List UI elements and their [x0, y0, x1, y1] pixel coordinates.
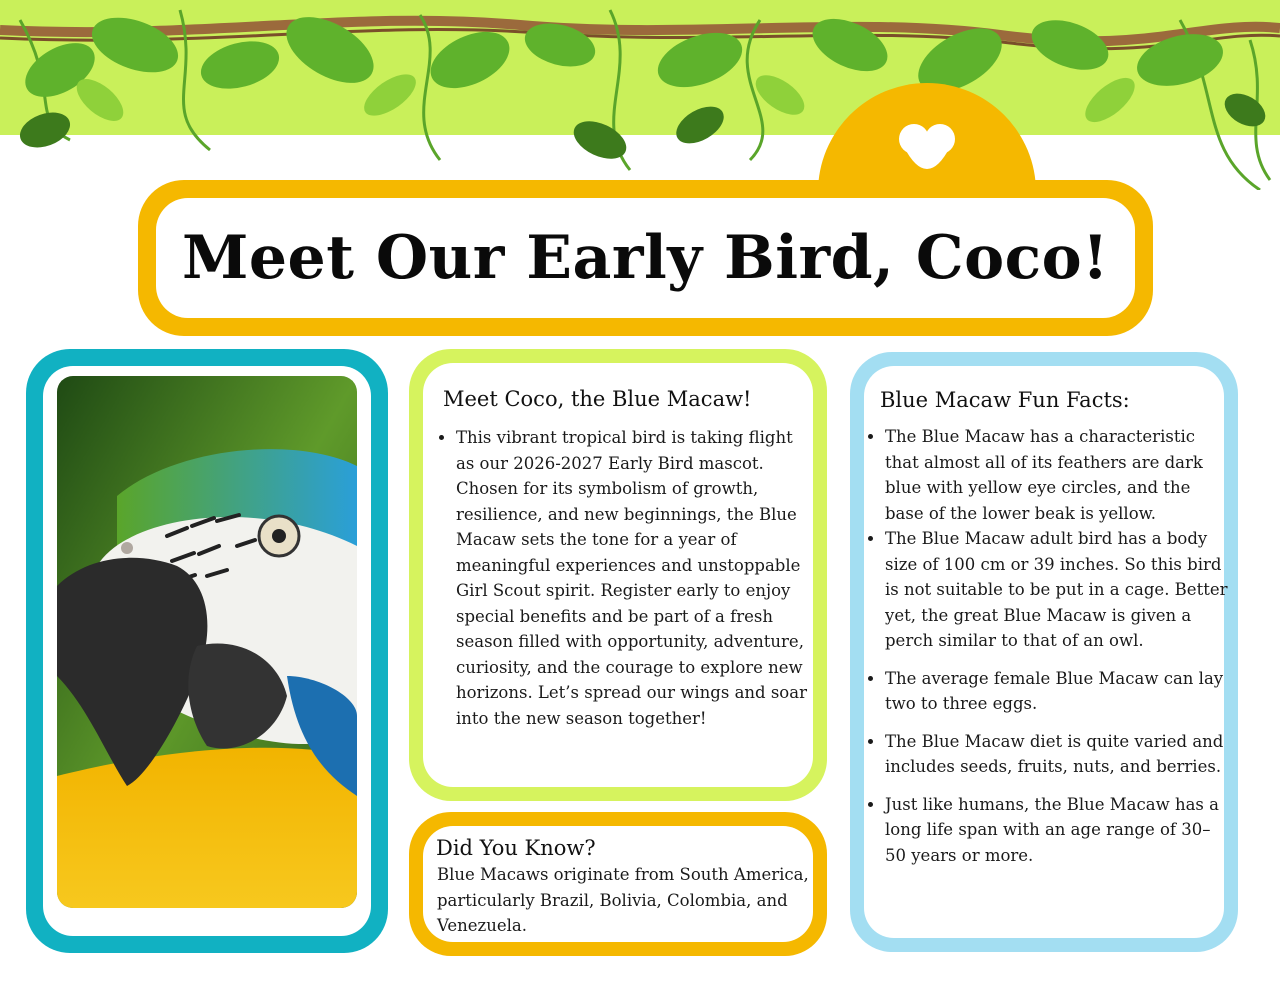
fun-facts-card-body	[864, 366, 1228, 938]
list-item: • The Blue Macaw adult bird has a body size of 100 cm or 39 inches. So this bird is not suitable to be put in a cage. Better yet, the great Blue Macaw is given a perch similar to that of an owl.	[885, 526, 1229, 654]
did-you-know-title: Did You Know?	[436, 836, 596, 860]
list-item: • The Blue Macaw has a characteristic that almost all of its feathers are dark blue with yellow eye circles, and the base of the lower beak is yellow.	[885, 424, 1229, 526]
did-you-know-text: Blue Macaws originate from South America, particularly Brazil, Bolivia, Colombia, and Venezuela.	[437, 865, 809, 935]
blue-macaw-photo	[57, 376, 357, 908]
list-item: • The average female Blue Macaw can lay two to three eggs.	[885, 666, 1229, 717]
fun-facts-list	[866, 424, 1229, 868]
list-item: • This vibrant tropical bird is taking flight as our 2026-2027 Early Bird mascot. Chosen for its symbolism of growth, resilience, and new beginnings, the Blue Macaw sets the tone for a year of meaningful experiences and unstoppable Girl Scout spirit. Register early to enjoy special benefits and be part of a fresh season filled with opportunity, adventure, curiosity, and the courage to explore new horizons. Let’s spread our wings and soar into the new season together!	[456, 425, 816, 731]
list-item: • Just like humans, the Blue Macaw has a long life span with an age range of 30–50 years or more.	[885, 792, 1229, 869]
list-item: • The Blue Macaw diet is quite varied and includes seeds, fruits, nuts, and berries.	[885, 729, 1229, 780]
jungle-vines-illustration	[0, 0, 1280, 190]
did-you-know-card-body	[423, 826, 813, 942]
meet-coco-title: Meet Coco, the Blue Macaw!	[443, 387, 752, 411]
title-box	[156, 198, 1135, 318]
title-frame	[138, 180, 1153, 336]
photo-box	[43, 366, 371, 936]
meet-coco-card-body	[423, 363, 813, 787]
fun-facts-card	[850, 352, 1238, 952]
trefoil-icon	[896, 119, 958, 181]
fun-facts-title: Blue Macaw Fun Facts:	[880, 388, 1130, 412]
page-title: Meet Our Early Bird, Coco!	[181, 223, 1110, 293]
meet-coco-list	[437, 425, 816, 731]
meet-coco-card	[409, 349, 827, 801]
did-you-know-card	[409, 812, 827, 956]
photo-frame	[26, 349, 388, 953]
jungle-banner	[0, 0, 1280, 190]
